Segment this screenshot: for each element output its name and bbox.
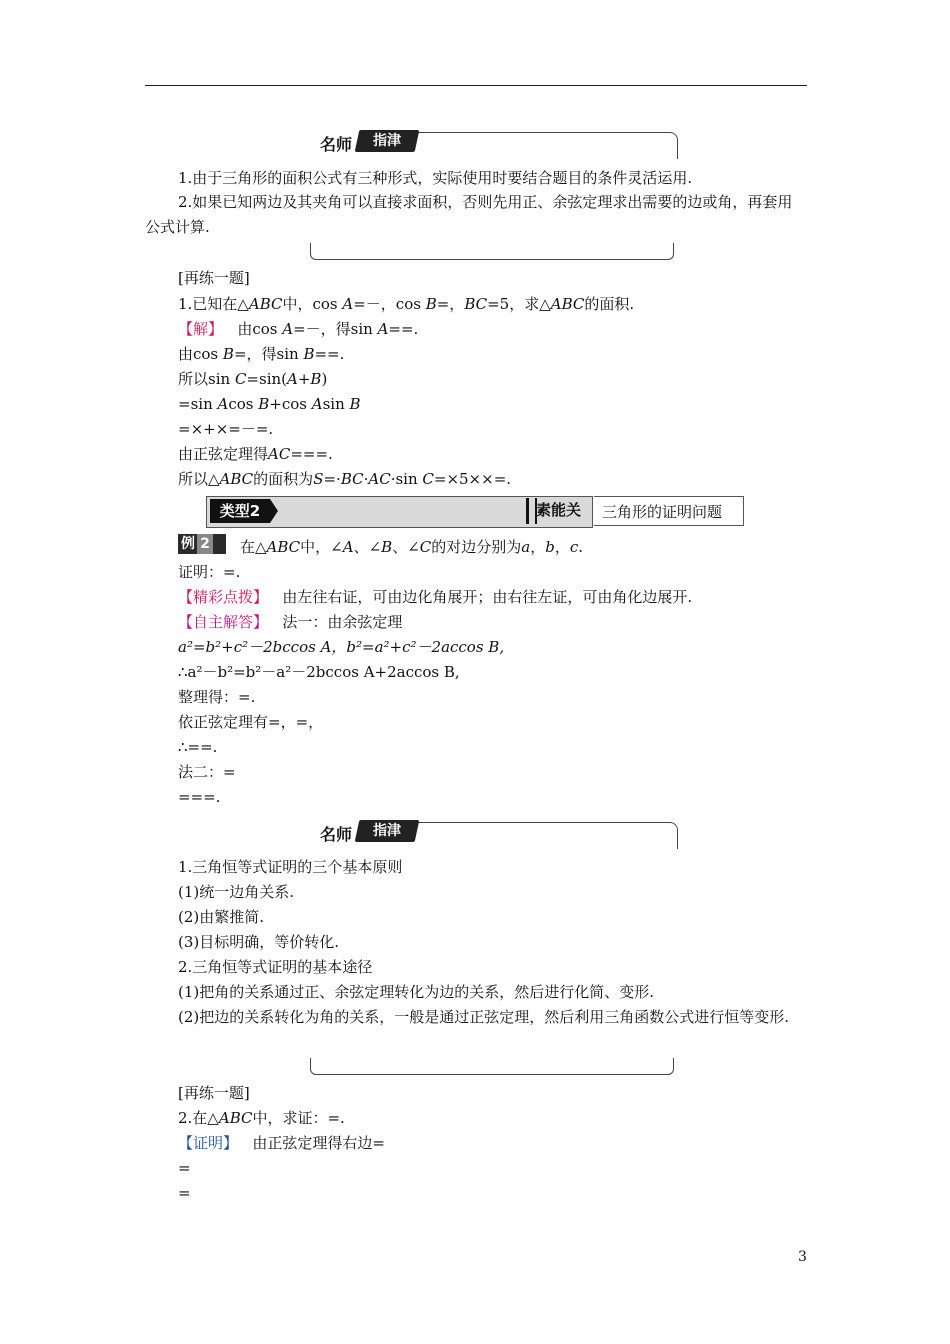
solution-tag: 【解】 xyxy=(178,320,224,338)
solution-line2: 由cos B=，得sin B==. xyxy=(178,345,345,363)
practice-label: [再练一题] xyxy=(178,269,250,287)
proof-line2: = xyxy=(178,1159,191,1177)
page-number: 3 xyxy=(798,1249,807,1265)
tip-badge: 指津 xyxy=(355,130,420,152)
method-line1: a²=b²+c²－2bccos A，b²=a²+c²－2accos B, xyxy=(178,638,505,656)
tip2-line2: (1)统一边角关系. xyxy=(178,883,295,901)
tip2-line4: (3)目标明确，等价转化. xyxy=(178,933,340,951)
hint-tag: 【精彩点拨】 xyxy=(178,588,269,606)
tip-header xyxy=(312,128,678,158)
solution-line1: 【解】 由cos A=－，得sin A==. xyxy=(178,320,419,338)
suneng-label: 素能关 xyxy=(536,501,582,519)
tip-footer xyxy=(310,243,674,260)
method-line7: ===. xyxy=(178,788,221,806)
type-section-bar xyxy=(206,496,746,530)
tip2-title: 名师 xyxy=(320,825,353,844)
method-line4: 依正弦定理有=，=， xyxy=(178,713,324,731)
type-topic: 三角形的证明问题 xyxy=(594,496,744,526)
example-prove: 证明：=. xyxy=(178,563,241,581)
method-line5: ∴==. xyxy=(178,738,218,756)
tip2-line7: (2)把边的关系转化为角的关系，一般是通过正弦定理，然后利用三角函数公式进行恒等变形. xyxy=(178,1008,790,1026)
method-line2: ∴a²－b²=b²－a²－2bccos A+2accos B, xyxy=(178,663,460,681)
tip2-header xyxy=(312,818,678,848)
solution-line4: =sin Acos B+cos Asin B xyxy=(178,395,361,413)
tip2-line3: (2)由繁推简. xyxy=(178,908,265,926)
tip2-badge: 指津 xyxy=(355,820,420,842)
solution-line3: 所以sin C=sin(A+B) xyxy=(178,370,328,388)
tip2-line6: (1)把角的关系通过正、余弦定理转化为边的关系，然后进行化简、变形. xyxy=(178,983,655,1001)
method-line3: 整理得：=. xyxy=(178,688,256,706)
hint-line: 【精彩点拨】 由左往右证，可由边化角展开；由右往左证，可由角化边展开. xyxy=(178,588,693,606)
arrow-icon xyxy=(270,499,278,523)
method-line6: 法二：= xyxy=(178,763,236,781)
solution-line6: 由正弦定理得AC===. xyxy=(178,445,333,463)
proof-line3: = xyxy=(178,1184,191,1202)
tip2-line1: 1.三角恒等式证明的三个基本原则 xyxy=(178,858,403,876)
top-rule xyxy=(145,85,807,86)
proof-tag: 【证明】 xyxy=(178,1134,239,1152)
proof-line1: 【证明】 由正弦定理得右边= xyxy=(178,1134,385,1152)
tip2-frame xyxy=(417,822,678,849)
type-label: 类型2 xyxy=(210,499,270,523)
tip-frame xyxy=(417,132,678,159)
tip2-footer xyxy=(310,1058,674,1075)
tip2-line5: 2.三角恒等式证明的基本途径 xyxy=(178,958,373,976)
solution-line5: =×+×=－=. xyxy=(178,420,274,438)
example-badge: 例 2 xyxy=(178,534,226,554)
self-answer-tag: 【自主解答】 xyxy=(178,613,269,631)
practice1-question: 1.已知在△ABC中，cos A=－，cos B=，BC=5，求△ABC的面积. xyxy=(178,295,635,313)
example-question: 在△ABC中，∠A、∠B、∠C的对边分别为a，b，c. xyxy=(240,538,584,556)
self-answer-line: 【自主解答】 法一：由余弦定理 xyxy=(178,613,403,631)
practice2-label: [再练一题] xyxy=(178,1084,250,1102)
practice2-question: 2.在△ABC中，求证：=. xyxy=(178,1109,345,1127)
tip1-line1: 1.由于三角形的面积公式有三种形式，实际使用时要结合题目的条件灵活运用. xyxy=(178,169,693,187)
tip-title: 名师 xyxy=(320,135,353,154)
solution-line7: 所以△ABC的面积为S=·BC·AC·sin C=×5××=. xyxy=(178,470,512,488)
tip1-line2: 2.如果已知两边及其夹角可以直接求面积，否则先用正、余弦定理求出需要的边或角，再套用公式计算. xyxy=(145,193,793,236)
